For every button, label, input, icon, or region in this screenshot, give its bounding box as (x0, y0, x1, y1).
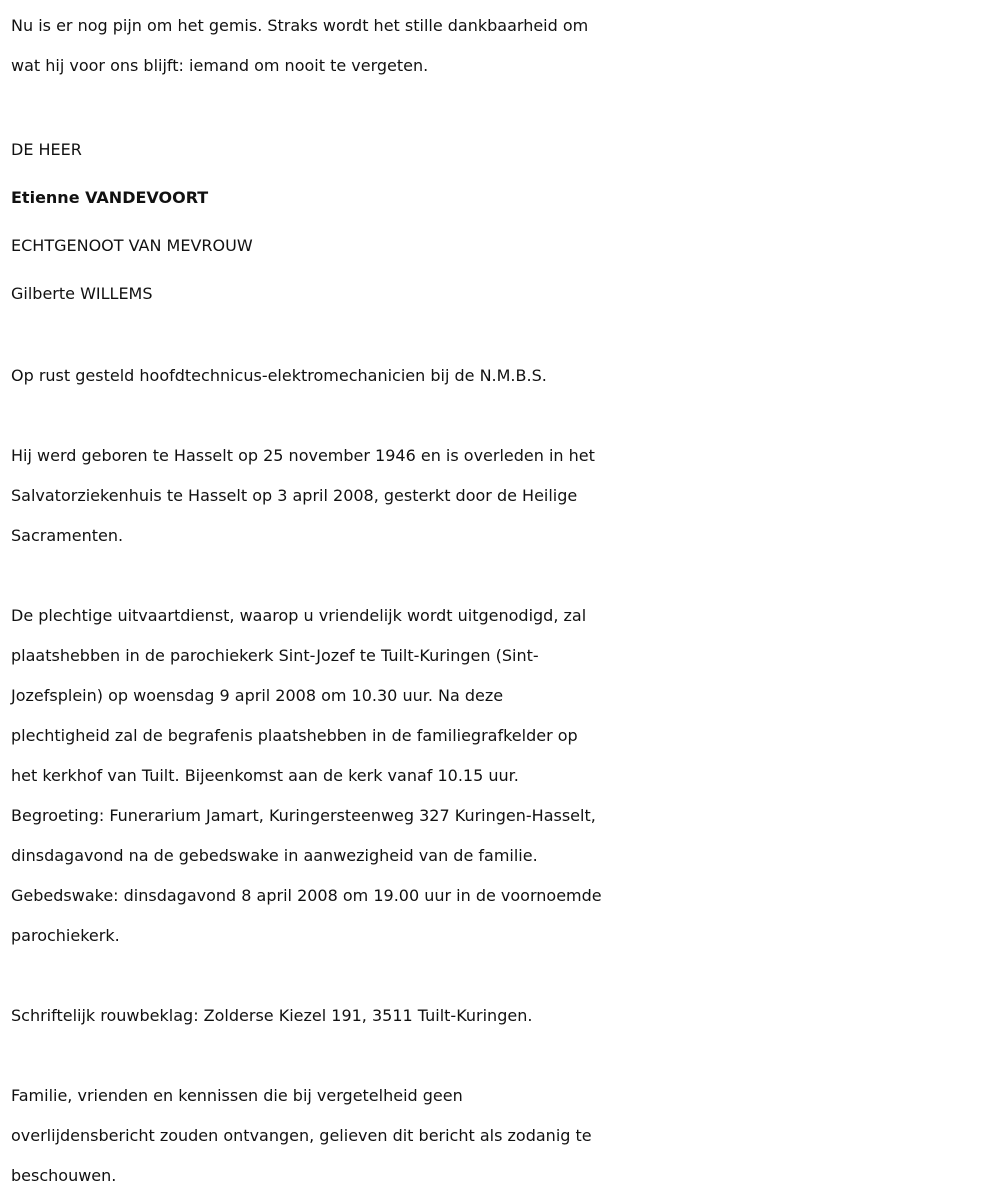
deceased-name: Etienne VANDEVOORT (11, 188, 209, 207)
paragraph-line: het kerkhof van Tuilt. Bijeenkomst aan de kerk vanaf 10.15 uur. (11, 766, 519, 785)
profession-text: Op rust gesteld hoofdtechnicus-elektromechanicien bij de N.M.B.S. (11, 366, 547, 385)
intro-paragraph (11, 6, 993, 86)
paragraph-line: Begroeting: Funerarium Jamart, Kuringersteenweg 327 Kuringen-Hasselt, (11, 806, 596, 825)
spouse-label: ECHTGENOOT VAN MEVROUW (11, 236, 253, 255)
paragraph-line: plaatshebben in de parochiekerk Sint-Jozef te Tuilt-Kuringen (Sint- (11, 646, 539, 665)
paragraph-line: Gebedswake: dinsdagavond 8 april 2008 om 19.00 uur in de voornoemde (11, 886, 602, 905)
paragraph-line: overlijdensbericht zouden ontvangen, gelieven dit bericht als zodanig te (11, 1126, 592, 1145)
profession-paragraph (11, 356, 993, 396)
spouse-name: Gilberte WILLEMS (11, 284, 153, 303)
obituary-document (11, 6, 993, 1196)
intro-line: wat hij voor ons blijft: iemand om nooit te vergeten. (11, 56, 429, 75)
paragraph-line: dinsdagavond na de gebedswake in aanwezigheid van de familie. (11, 846, 538, 865)
deceased-block (11, 126, 993, 318)
paragraph-line: parochiekerk. (11, 926, 120, 945)
ceremony-paragraph (11, 596, 993, 956)
paragraph-line: Salvatorziekenhuis te Hasselt op 3 april 2008, gesterkt door de Heilige (11, 486, 578, 505)
paragraph-line: Jozefsplein) op woensdag 9 april 2008 om 10.30 uur. Na deze (11, 686, 504, 705)
condolences-address: Schriftelijk rouwbeklag: Zolderse Kiezel 191, 3511 Tuilt-Kuringen. (11, 1006, 533, 1025)
birth-death-paragraph (11, 436, 993, 556)
closing-paragraph (11, 1076, 993, 1196)
honorific-title: DE HEER (11, 140, 82, 159)
paragraph-line: beschouwen. (11, 1166, 117, 1185)
paragraph-line: Sacramenten. (11, 526, 124, 545)
intro-line: Nu is er nog pijn om het gemis. Straks wordt het stille dankbaarheid om (11, 16, 589, 35)
paragraph-line: Hij werd geboren te Hasselt op 25 november 1946 en is overleden in het (11, 446, 595, 465)
paragraph-line: plechtigheid zal de begrafenis plaatshebben in de familiegrafkelder op (11, 726, 578, 745)
condolences-paragraph (11, 996, 993, 1036)
paragraph-line: Familie, vrienden en kennissen die bij vergetelheid geen (11, 1086, 463, 1105)
paragraph-line: De plechtige uitvaartdienst, waarop u vriendelijk wordt uitgenodigd, zal (11, 606, 587, 625)
